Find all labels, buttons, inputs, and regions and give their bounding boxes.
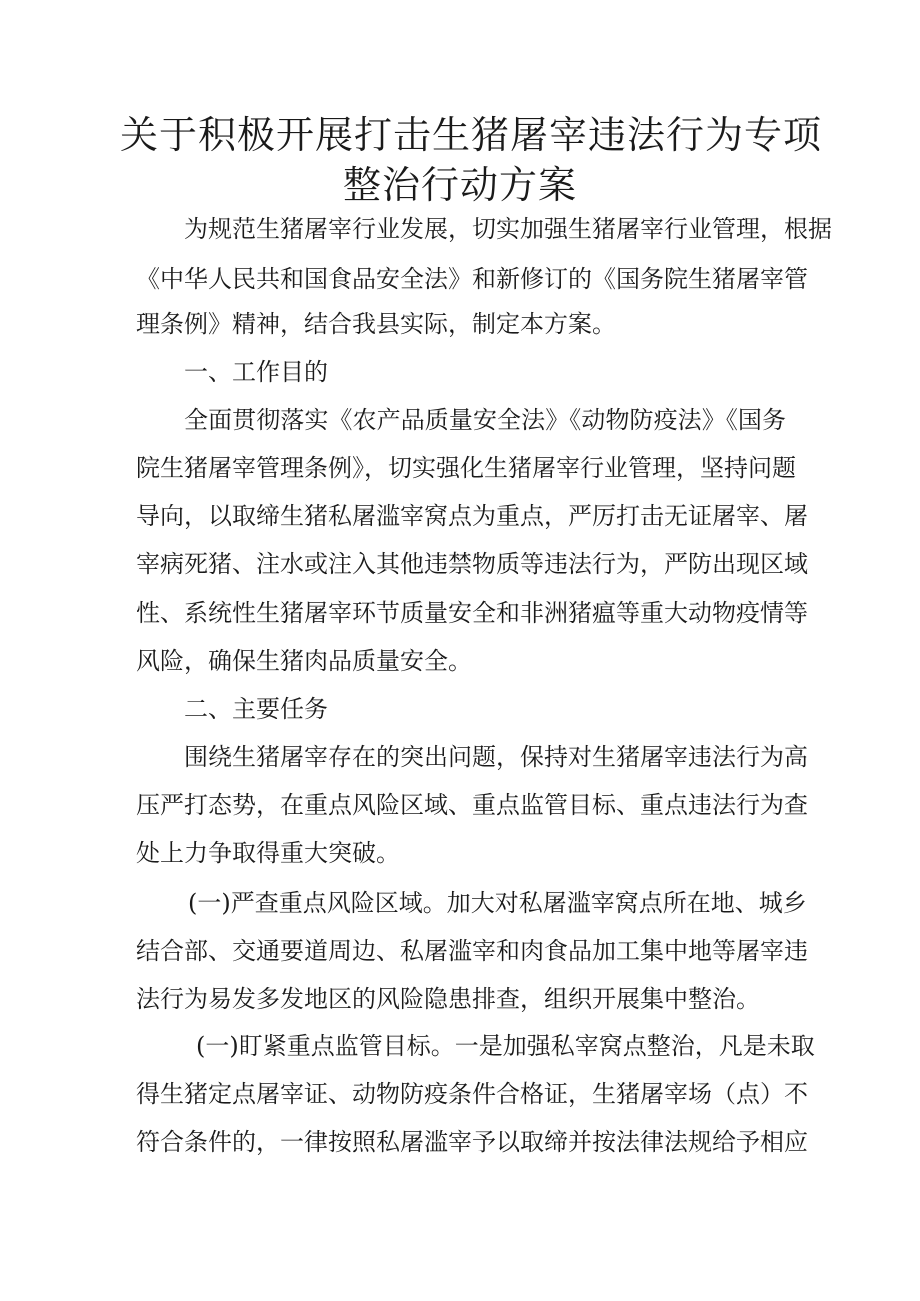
paragraph-line: 法行为易发多发地区的风险隐患排查，组织开展集中整治。 <box>136 985 760 1013</box>
paragraph-line: 宰病死猪、注水或注入其他违禁物质等违法行为，严防出现区域 <box>136 550 808 578</box>
paragraph-line: 全面贯彻落实《农产品质量安全法》《动物防疫法》《国务 <box>184 406 786 434</box>
paragraph-line: (一)盯紧重点监管目标。一是加强私宰窝点整治，凡是未取 <box>196 1032 815 1060</box>
section-heading-2: 二、主要任务 <box>184 695 328 723</box>
paragraph-line: 理条例》精神，结合我县实际，制定本方案。 <box>136 310 616 338</box>
paragraph-line: 围绕生猪屠宰存在的突出问题，保持对生猪屠宰违法行为高 <box>184 743 808 771</box>
paragraph-line: 性、系统性生猪屠宰环节质量安全和非洲猪瘟等重大动物疫情等 <box>136 599 808 627</box>
paragraph-line: 得生猪定点屠宰证、动物防疫条件合格证，生猪屠宰场（点）不 <box>136 1080 808 1108</box>
section-heading-1: 一、工作目的 <box>184 358 328 386</box>
paragraph-line: 处上力争取得重大突破。 <box>136 839 400 867</box>
paragraph-line: 导向，以取缔生猪私屠滥宰窝点为重点，严厉打击无证屠宰、屠 <box>136 502 808 530</box>
paragraph-line: 为规范生猪屠宰行业发展，切实加强生猪屠宰行业管理，根据 <box>184 215 832 243</box>
paragraph-line: 风险，确保生猪肉品质量安全。 <box>136 647 472 675</box>
paragraph-line: 《中华人民共和国食品安全法》和新修订的《国务院生猪屠宰管 <box>136 265 808 293</box>
paragraph-line: 压严打态势，在重点风险区域、重点监管目标、重点违法行为查 <box>136 791 808 819</box>
document-title-line-2: 整治行动方案 <box>342 163 577 207</box>
paragraph-line: 院生猪屠宰管理条例》，切实强化生猪屠宰行业管理，坚持问题 <box>136 454 796 482</box>
paragraph-line: 符合条件的，一律按照私屠滥宰予以取缔并按法律法规给予相应 <box>136 1128 808 1156</box>
document-title-line-1: 关于积极开展打击生猪屠宰违法行为专项 <box>120 113 823 157</box>
paragraph-line: 结合部、交通要道周边、私屠滥宰和肉食品加工集中地等屠宰违 <box>136 937 808 965</box>
paragraph-line: (一)严查重点风险区域。加大对私屠滥宰窝点所在地、城乡 <box>188 889 807 917</box>
